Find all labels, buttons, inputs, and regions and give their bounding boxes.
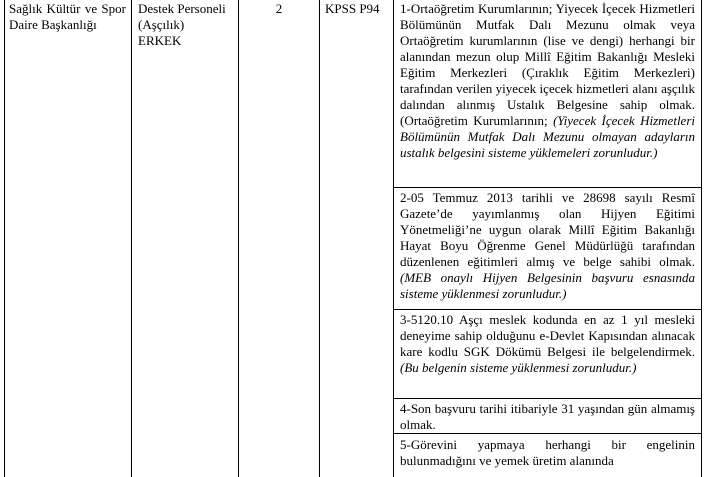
requirement-item-2 [400,190,695,302]
requirement-item-1 [400,1,695,161]
requirement-divider-4 [393,433,702,434]
requirement-note: (MEB onaylı Hijyen Belgesinin başvuru esnasında sisteme yüklenmesi zorunludur.) [400,270,695,301]
institution-cell: Sağlık Kültür ve Spor Daire Başkanlığı [9,1,126,32]
requirement-item-5 [400,437,695,469]
requirement-divider-3 [393,398,702,399]
requirement-divider-2 [393,309,702,310]
positions-table [4,0,702,477]
score-type-cell: KPSS P94 [325,1,380,16]
column-divider-4 [393,0,394,477]
position-specialty: (Aşçılık) [138,17,185,32]
requirement-text: 5-Görevini yapmaya herhangi bir engelinin bulunmadığını ve yemek üretim alanında [400,437,695,468]
requirement-text: 3-5120.10 Aşçı meslek kodunda en az 1 yıl mesleki deneyime sahip olduğunu e-Devlet Kapısından alınacak kare kodlu SGK Dökümü Belgesi ile belgelendirmek. [400,312,695,359]
requirement-text: 4-Son başvuru tarihi itibariyle 31 yaşından gün almamış olmak. [400,401,695,432]
column-divider-1 [131,0,132,477]
requirement-item-4 [400,401,695,433]
position-title: Destek Personeli [138,1,226,16]
requirement-item-3 [400,312,695,376]
requirement-note: (Yiyecek İçecek Hizmetleri Bölümünün Mutfak Dalı Mezunu olmayan adayların ustalık belgesini sisteme yüklemeleri zorunludur.) [400,113,695,160]
table-border-left [4,0,5,477]
requirement-text: 2-05 Temmuz 2013 tarihli ve 28698 sayılı Resmî Gazete’de yayımlanmış olan Hijyen Eğitimi Yönetmeliği’ne uygun olarak Millî Eğitim Bakanlığı Hayat Boyu Öğrenme Genel Müdürlüğü tarafından düzenlenen eğitimleri almış ve belge sahibi olmak. [400,190,695,269]
position-gender: ERKEK [138,33,182,48]
requirement-divider-1 [393,187,702,188]
requirement-text: 1-Ortaöğretim Kurumlarının; Yiyecek İçecek Hizmetleri Bölümünün Mutfak Dalı Mezunu olmak veya Ortaöğretim kurumlarının (lise ve dengi) herhangi bir alanından mezun olup Millî Eğitim Bakanlığı Mesleki Eğitim Merkezleri (Çıraklık Eğitim Merkezleri) tarafından verilen yiyecek içecek hizmetleri alanı aşçılık dalından alınmış Ustalık Belgesine sahip olmak. (Ortaöğretim Kurumlarının; [400,1,695,128]
column-divider-2 [238,0,239,477]
requirement-note: (Bu belgenin sisteme yüklenmesi zorunludur.) [400,360,637,375]
column-divider-3 [319,0,320,477]
table-border-right [701,0,702,477]
position-cell [138,1,234,49]
position-count-cell: 2 [275,1,283,16]
